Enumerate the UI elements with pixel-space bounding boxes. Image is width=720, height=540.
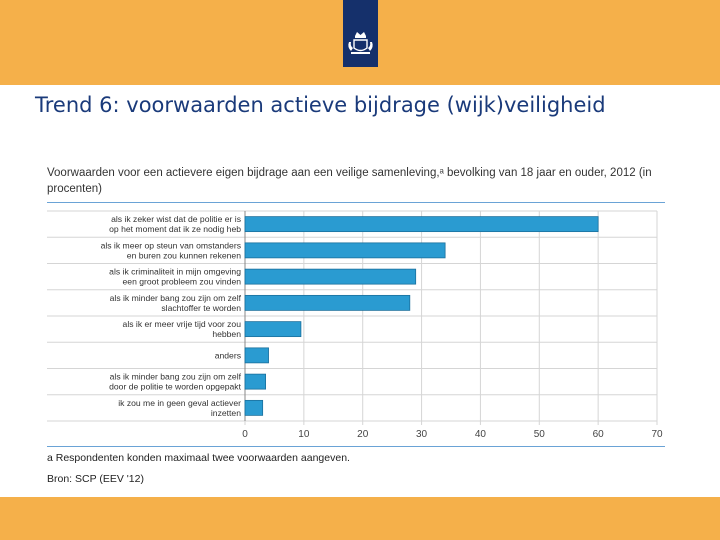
bar bbox=[245, 243, 445, 258]
x-tick-label: 10 bbox=[298, 429, 310, 440]
bar bbox=[245, 217, 598, 232]
category-label: als ik er meer vrije tijd voor zou bbox=[122, 319, 241, 330]
bar bbox=[245, 400, 263, 415]
chart-footnote: a Respondenten konden maximaal twee voorwaarden aangeven. bbox=[47, 452, 350, 464]
bar bbox=[245, 322, 301, 337]
bar bbox=[245, 374, 266, 389]
category-label: anders bbox=[214, 350, 241, 361]
category-label: als ik minder bang zou zijn om zelf bbox=[109, 292, 241, 303]
chart-bottom-rule bbox=[47, 446, 665, 447]
bottom-banner bbox=[0, 497, 720, 540]
bar bbox=[245, 348, 269, 363]
category-label: als ik minder bang zou zijn om zelf bbox=[109, 371, 241, 382]
category-label: inzetten bbox=[210, 407, 241, 418]
category-label: ik zou me in geen geval actiever bbox=[118, 397, 241, 408]
bar bbox=[245, 295, 410, 310]
category-label: hebben bbox=[212, 329, 241, 340]
x-tick-label: 30 bbox=[416, 429, 428, 440]
bar bbox=[245, 269, 416, 284]
chart-source: Bron: SCP (EEV '12) bbox=[47, 473, 144, 485]
category-label: als ik criminaliteit in mijn omgeving bbox=[109, 266, 241, 277]
x-tick-label: 0 bbox=[242, 429, 248, 440]
category-label: door de politie te worden opgepakt bbox=[109, 381, 241, 392]
category-label: en buren zou kunnen rekenen bbox=[126, 250, 241, 261]
x-tick-label: 70 bbox=[651, 429, 663, 440]
chart-title: Voorwaarden voor een actievere eigen bijdrage aan een veilige samenleving,ᵃ bevolking van 18 jaar en ouder, 2012 (in procenten) bbox=[47, 167, 652, 195]
category-label: een groot probleem zou vinden bbox=[122, 276, 241, 287]
category-label: als ik meer op steun van omstanders bbox=[100, 240, 241, 251]
slide-title: Trend 6: voorwaarden actieve bijdrage (wijk)veiligheid bbox=[35, 93, 606, 117]
x-tick-label: 50 bbox=[533, 429, 545, 440]
x-tick-label: 20 bbox=[357, 429, 369, 440]
x-tick-label: 60 bbox=[592, 429, 604, 440]
category-label: op het moment dat ik ze nodig heb bbox=[109, 224, 241, 235]
category-label: slachtoffer te worden bbox=[161, 302, 241, 313]
category-label: als ik zeker wist dat de politie er is bbox=[111, 214, 241, 225]
x-tick-label: 40 bbox=[474, 429, 486, 440]
